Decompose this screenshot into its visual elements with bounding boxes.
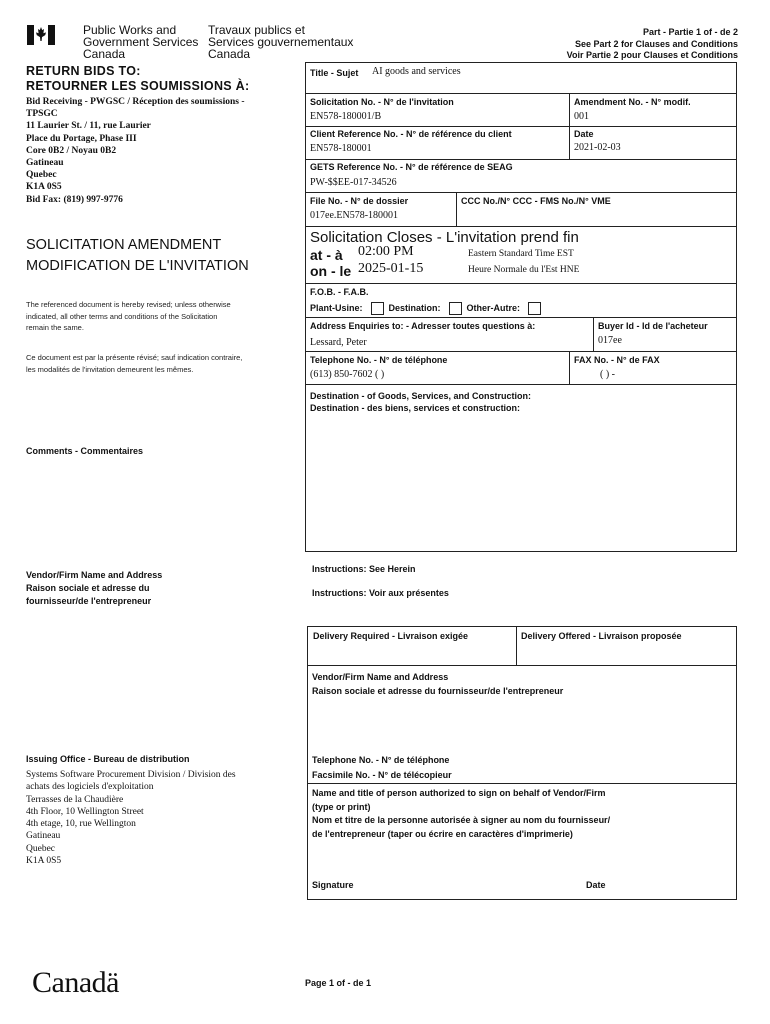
amendment-no-value: 001 (574, 111, 589, 122)
plant-usine-label: Plant-Usine: (310, 302, 363, 313)
close-time-value: 02:00 PM (358, 244, 414, 259)
at-label: at - à (310, 247, 343, 263)
plant-usine-checkbox[interactable] (371, 302, 384, 315)
issuing-line: Gatineau (26, 831, 61, 842)
title-value: AI goods and services (372, 66, 461, 77)
dept-en-line: Public Works and (83, 23, 177, 37)
signature-date-label: Date (586, 880, 606, 890)
gets-ref-label: GETS Reference No. - N° de référence de SEAG (310, 162, 513, 172)
address-enquiries-label: Address Enquiries to: - Adresser toutes questions à: (310, 321, 536, 331)
issuing-office-label: Issuing Office - Bureau de distribution (26, 754, 190, 764)
vendor-name-en: Vendor/Firm Name and Address (312, 672, 449, 682)
note-line: remain the same. (26, 323, 84, 332)
title-label: Title - Sujet (310, 68, 359, 78)
other-autre-label: Other-Autre: (466, 302, 521, 313)
timezone-en: Eastern Standard Time EST (468, 249, 574, 259)
issuing-line: K1A 0S5 (26, 856, 62, 867)
vendor-left-fr: Raison sociale et adresse du (26, 583, 150, 593)
dept-fr-line: Canada (208, 47, 251, 61)
address-line: K1A 0S5 (26, 182, 62, 193)
issuing-line: achats des logiciels d'exploitation (26, 782, 154, 793)
authorized-signer-label (312, 787, 610, 841)
telephone-value: (613) 850-7602 ( ) (310, 369, 385, 380)
on-label: on - le (310, 263, 352, 279)
address-line: 11 Laurier St. / 11, rue Laurier (26, 121, 151, 132)
amendment-note-fr (26, 352, 242, 375)
part-line: Part - Partie 1 of - de 2 (642, 27, 738, 37)
client-ref-value: EN578-180001 (310, 143, 372, 154)
timezone-fr: Heure Normale du l'Est HNE (468, 265, 580, 275)
fob-label: F.O.B. - F.A.B. (310, 287, 369, 297)
issuing-line: Quebec (26, 843, 56, 854)
issuing-line: Terrasses de la Chaudière (26, 794, 124, 805)
closes-title: Solicitation Closes - L'invitation prend fin (310, 229, 579, 246)
issuing-line: 4th Floor, 10 Wellington Street (26, 806, 144, 817)
destination-goods-label (310, 390, 531, 414)
vendor-left-fr: fournisseur/de l'entrepreneur (26, 596, 152, 606)
dept-fr-line: Services gouvernementaux (208, 35, 354, 49)
comments-label: Comments - Commentaires (26, 446, 144, 456)
destination-goods-en: Destination - of Goods, Services, and Construction: (310, 391, 532, 401)
address-line: Quebec (26, 170, 57, 181)
canada-wordmark-logo: Canadä (32, 966, 119, 999)
note-line: indicated, all other terms and conditions of the Solicitation (26, 311, 218, 321)
fax-label: FAX No. - N° de FAX (574, 355, 660, 365)
dept-en-line: Canada (83, 47, 126, 61)
bid-receiving-address (26, 96, 245, 206)
vendor-name-fr: Raison sociale et adresse du fournisseur/de l'entrepreneur (312, 686, 564, 696)
canada-flag-icon (27, 25, 55, 45)
delivery-offered-label: Delivery Offered - Livraison proposée (521, 631, 682, 641)
destination-goods-fr: Destination - des biens, services et construction: (310, 403, 521, 413)
return-bids-fr: RETOURNER LES SOUMISSIONS À: (26, 79, 250, 93)
note-line: les modalités de l'invitation demeurent les mêmes. (26, 364, 194, 374)
bid-fax: Bid Fax: (819) 997-9776 (26, 194, 123, 205)
address-line: TPSGC (26, 109, 58, 120)
vendor-name-label (312, 670, 563, 698)
date-value: 2021-02-03 (574, 142, 621, 153)
buyer-id-label: Buyer Id - Id de l'acheteur (598, 321, 708, 331)
address-line: Gatineau (26, 158, 64, 169)
solicitation-no-label: Solicitation No. - N° de l'invitation (310, 97, 454, 107)
issuing-line: Systems Software Procurement Division / Division des (26, 770, 236, 780)
return-bids-title (26, 64, 249, 94)
other-autre-checkbox[interactable] (528, 302, 541, 315)
signer-line: Nom et titre de la personne autorisée à signer au nom du fournisseur/ (312, 815, 611, 825)
address-enquiries-value: Lessard, Peter (310, 337, 367, 348)
dept-name-fr (208, 24, 353, 60)
address-line: Core 0B2 / Noyau 0B2 (26, 145, 117, 156)
destination-checkbox[interactable] (449, 302, 462, 315)
see-part-en: See Part 2 for Clauses and Conditions (574, 38, 738, 49)
ccc-no-label: CCC No./N° CCC - FMS No./N° VME (461, 196, 611, 206)
signature-label: Signature (312, 880, 354, 890)
file-no-label: File No. - N° de dossier (310, 196, 409, 206)
telephone-label: Telephone No. - N° de téléphone (310, 355, 448, 365)
address-line: Bid Receiving - PWGSC / Réception des soumissions - (26, 97, 245, 107)
solicitation-no-value: EN578-180001/B (310, 111, 382, 122)
part-info (567, 27, 738, 62)
date-label: Date (574, 129, 594, 139)
amendment-no-label: Amendment No. - N° modif. (574, 97, 691, 107)
issuing-office-address (26, 769, 236, 867)
destination-label: Destination: (388, 302, 441, 313)
instructions-en: Instructions: See Herein (312, 564, 416, 574)
signer-line: (type or print) (312, 801, 371, 812)
see-part-fr: Voir Partie 2 pour Clauses et Conditions (566, 50, 738, 60)
delivery-required-label: Delivery Required - Livraison exigée (313, 631, 469, 641)
amendment-title-en: SOLICITATION AMENDMENT (26, 237, 222, 253)
note-line: The referenced document is hereby revised; unless otherwise (26, 300, 231, 309)
return-bids-en: RETURN BIDS TO: (26, 64, 141, 78)
address-line: Place du Portage, Phase III (26, 133, 137, 144)
dept-en-line: Government Services (83, 35, 199, 49)
signer-line: Name and title of person authorized to sign on behalf of Vendor/Firm (312, 788, 606, 798)
vendor-telephone-label: Telephone No. - N° de téléphone (312, 755, 450, 765)
page-number: Page 1 of - de 1 (305, 978, 372, 988)
client-ref-label: Client Reference No. - N° de référence du client (310, 129, 512, 139)
gets-ref-value: PW-$$EE-017-34526 (310, 177, 397, 188)
note-line: Ce document est par la présente révisé; sauf indication contraire, (26, 353, 243, 362)
dept-name-en (83, 24, 198, 60)
vendor-left-label (26, 569, 162, 608)
issuing-line: 4th etage, 10, rue Wellington (26, 819, 136, 830)
signer-line: de l'entrepreneur (taper ou écrire en caractères d'imprimerie) (312, 828, 573, 839)
vendor-fax-label: Facsimile No. - N° de télécopieur (312, 770, 452, 780)
amendment-title (26, 235, 249, 277)
file-no-value: 017ee.EN578-180001 (310, 210, 399, 221)
dept-fr-line: Travaux publics et (208, 23, 305, 37)
buyer-id-value: 017ee (598, 335, 622, 346)
close-date-value: 2025-01-15 (358, 261, 424, 276)
vendor-left-en: Vendor/Firm Name and Address (26, 570, 163, 580)
amendment-note-en (26, 299, 231, 334)
instructions-fr: Instructions: Voir aux présentes (312, 588, 449, 598)
fob-options (310, 302, 546, 315)
amendment-title-fr: MODIFICATION DE L'INVITATION (26, 258, 249, 274)
fax-value: ( ) - (600, 369, 615, 380)
